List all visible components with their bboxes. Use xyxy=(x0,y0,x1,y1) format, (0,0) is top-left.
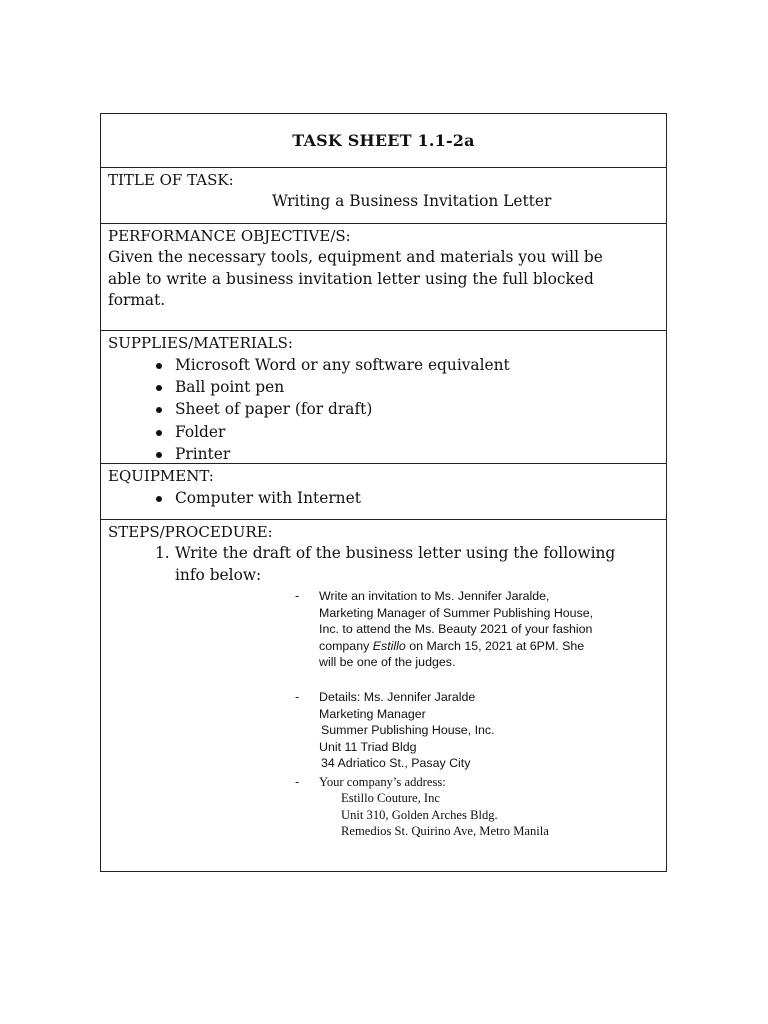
dash-bullet: - xyxy=(295,773,300,789)
performance-objective-line: Given the necessary tools, equipment and materials you will be xyxy=(108,248,603,266)
details-line: Unit 11 Triad Bldg xyxy=(319,739,417,754)
invitation-text: on March 15, 2021 at 6PM. She xyxy=(405,638,585,653)
invitation-line: Inc. to attend the Ms. Beauty 2021 of your fashion xyxy=(319,622,593,637)
equipment-label: EQUIPMENT: xyxy=(108,467,214,485)
supplies-list xyxy=(108,354,659,465)
supplies-list-item: Ball point pen xyxy=(108,376,659,398)
invitation-line: Marketing Manager of Summer Publishing House, xyxy=(319,605,594,620)
dash-bullet: - xyxy=(295,588,300,603)
invitation-line xyxy=(319,638,659,655)
steps-procedure-cell xyxy=(101,520,666,871)
performance-objective-cell xyxy=(101,224,666,331)
performance-objective-label: PERFORMANCE OBJECTIVE/S: xyxy=(108,227,351,245)
task-sheet-header xyxy=(101,114,666,168)
dash-bullet: - xyxy=(295,688,300,704)
details-line: Details: Ms. Jennifer Jaralde xyxy=(319,689,476,704)
performance-objective-line: format. xyxy=(108,291,166,309)
equipment-cell xyxy=(101,464,666,520)
procedure-step-1 xyxy=(108,543,659,586)
supplies-materials-cell xyxy=(101,331,666,464)
company-address-label: Your company’s address: xyxy=(319,774,446,789)
equipment-list-item: Computer with Internet xyxy=(108,487,659,509)
step-number: 1. xyxy=(155,544,170,562)
performance-objective-line: able to write a business invitation letter using the full blocked xyxy=(108,269,594,288)
steps-procedure-label: STEPS/PROCEDURE: xyxy=(108,523,273,541)
invitation-line: will be one of the judges. xyxy=(319,655,456,670)
title-of-task-value: Writing a Business Invitation Letter xyxy=(272,192,552,210)
details-line: Summer Publishing House, Inc. xyxy=(321,723,495,738)
company-address-line: Estillo Couture, Inc xyxy=(341,791,440,806)
step-line: Write the draft of the business letter using the following xyxy=(175,544,616,562)
company-address-line: Unit 310, Golden Arches Bldg. xyxy=(341,807,498,822)
invitation-text: company xyxy=(319,638,373,653)
supplies-list-item: Microsoft Word or any software equivalent xyxy=(108,354,659,376)
supplies-list-item: Sheet of paper (for draft) xyxy=(108,398,659,420)
step-line: info below: xyxy=(175,565,262,584)
supplies-materials-label: SUPPLIES/MATERIALS: xyxy=(108,334,293,352)
title-of-task-cell xyxy=(101,168,666,224)
supplies-list-item: Folder xyxy=(108,421,659,443)
supplies-list-item: Printer xyxy=(108,443,659,465)
company-address xyxy=(108,774,659,840)
recipient-details xyxy=(108,689,659,772)
company-address-line: Remedios St. Quirino Ave, Metro Manila xyxy=(341,824,549,839)
details-line: Marketing Manager xyxy=(319,706,426,721)
task-sheet-title: TASK SHEET 1.1-2a xyxy=(292,131,475,150)
invitation-line: Write an invitation to Ms. Jennifer Jaralde, xyxy=(319,589,550,603)
title-of-task-label: TITLE OF TASK: xyxy=(108,171,234,189)
invitation-instruction xyxy=(108,588,659,671)
details-line: 34 Adriatico St., Pasay City xyxy=(321,756,471,771)
company-name-italic: Estillo xyxy=(372,638,406,653)
equipment-list xyxy=(108,487,659,509)
task-sheet-table xyxy=(100,113,667,872)
